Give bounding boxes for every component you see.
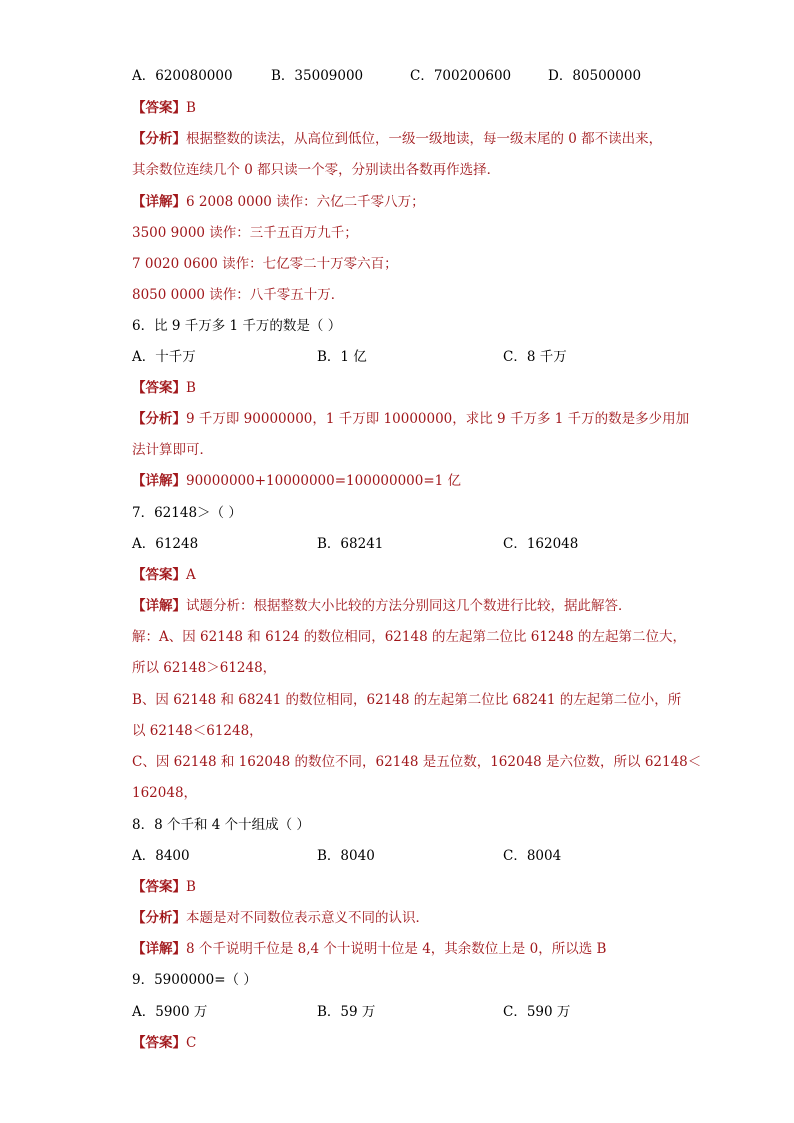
q8-option-a: A．8400	[132, 848, 190, 864]
q9-option-a: A．5900 万	[132, 1004, 208, 1020]
q7-option-b: B．68241	[317, 536, 384, 552]
q5-analysis-line-2: 其余数位连续几个 0 都只读一个零，分别读出各数再作选择．	[132, 162, 501, 178]
q6-option-a: A．十千万	[132, 349, 196, 365]
q9-options	[132, 1004, 692, 1020]
q7-detail-line-6: C、因 62148 和 162048 的数位不同，62148 是五位数，162048 是六位数，所以 62148＜	[132, 754, 702, 770]
q5-detail-line-2: 3500 9000 读作：三千五百万九千；	[132, 225, 358, 241]
q8-question: 8．8 个千和 4 个十组成（ ）	[132, 817, 310, 833]
q9-option-c: C．590 万	[503, 1004, 571, 1020]
q7-option-a: A．61248	[132, 536, 199, 552]
q6-question: 6．比 9 千万多 1 千万的数是（ ）	[132, 318, 342, 334]
q5-detail-line-1: 【详解】6 2008 0000 读作：六亿二千零八万；	[132, 194, 425, 210]
q5-option-a: A．620080000	[132, 68, 233, 84]
q8-option-b: B．8040	[317, 848, 375, 864]
q6-option-b: B．1 亿	[317, 349, 367, 365]
q5-detail-line-4: 8050 0000 读作：八千零五十万．	[132, 287, 345, 303]
q5-option-b: B．35009000	[271, 68, 364, 84]
q5-options	[132, 68, 692, 84]
q5-option-d: D．80500000	[548, 68, 642, 84]
q7-answer: 【答案】A	[132, 567, 196, 583]
q6-detail-line-1: 【详解】90000000+10000000=100000000=1 亿	[132, 473, 462, 489]
q9-answer: 【答案】C	[132, 1035, 197, 1051]
q7-question: 7．62148＞（ ）	[132, 505, 242, 521]
q8-options	[132, 848, 692, 864]
q7-options	[132, 536, 692, 552]
q6-analysis-line-2: 法计算即可．	[132, 442, 213, 458]
q6-option-c: C．8 千万	[503, 349, 567, 365]
q6-answer: 【答案】B	[132, 380, 196, 396]
q5-option-c: C．700200600	[410, 68, 512, 84]
q5-analysis-line-1: 【分析】根据整数的读法，从高位到低位，一级一级地读，每一级末尾的 0 都不读出来，	[132, 131, 663, 147]
q8-detail-line-1: 【详解】8 个千说明千位是 8,4 个十说明十位是 4，其余数位上是 0，所以选 B	[132, 941, 607, 957]
q7-detail-line-3: 所以 62148＞61248，	[132, 660, 277, 676]
q8-analysis-line-1: 【分析】本题是对不同数位表示意义不同的认识．	[132, 910, 429, 926]
q9-question: 9．5900000=（ ）	[132, 972, 257, 988]
q7-detail-line-5: 以 62148＜61248，	[132, 723, 263, 739]
q7-detail-line-7: 162048，	[132, 785, 198, 801]
q6-analysis-line-1: 【分析】9 千万即 90000000，1 千万即 10000000，求比 9 千万多 1 千万的数是多少用加	[132, 411, 690, 427]
q8-answer: 【答案】B	[132, 879, 196, 895]
q6-options	[132, 349, 692, 365]
q5-detail-line-3: 7 0020 0600 读作：七亿零二十万零六百；	[132, 256, 398, 272]
q9-option-b: B．59 万	[317, 1004, 376, 1020]
q7-detail-line-2: 解：A、因 62148 和 6124 的数位相同，62148 的左起第二位比 61248 的左起第二位大，	[132, 629, 686, 645]
q5-answer: 【答案】B	[132, 100, 196, 116]
q7-detail-line-4: B、因 62148 和 68241 的数位相同，62148 的左起第二位比 68241 的左起第二位小，所	[132, 692, 682, 708]
q7-detail-line-1: 【详解】试题分析：根据整数大小比较的方法分别同这几个数进行比较，据此解答．	[132, 598, 632, 614]
q7-option-c: C．162048	[503, 536, 579, 552]
q8-option-c: C．8004	[503, 848, 562, 864]
